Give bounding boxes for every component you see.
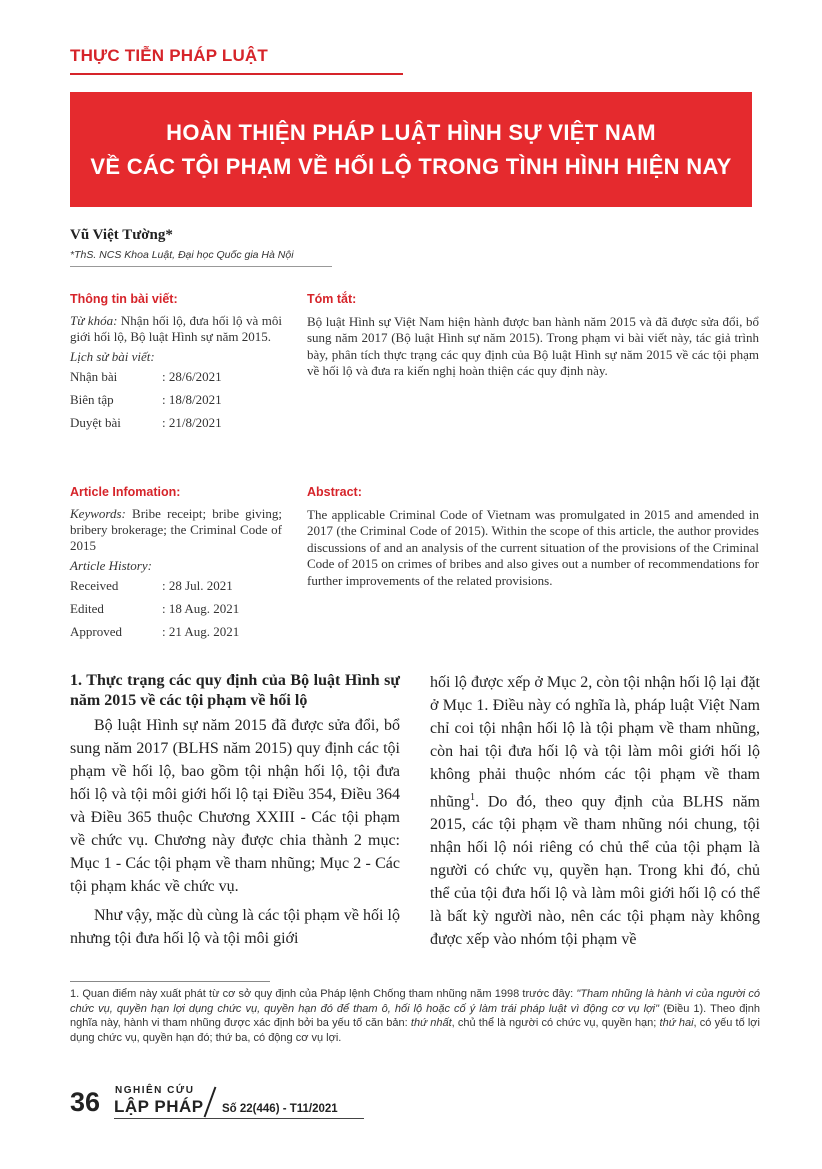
footnote [70,987,760,1045]
article-info-vi [70,291,282,434]
history-row-value: : 21/8/2021 [162,414,222,430]
footnote-text: , chủ thể là người có chức vụ, quyền hạn; [451,1017,660,1029]
history-row [70,574,282,597]
abstract-en-heading: Abstract: [307,485,362,499]
brand-slash [204,1087,217,1118]
footnote-rule [70,981,270,982]
keywords-vi-label: Từ khóa: [70,313,118,328]
body-text: hối lộ được xếp ở Mục 2, còn tội nhận hối lộ lại đặt ở Mục 1. Điều này có nghĩa là, pháp luật Việt Nam chỉ coi tội nhận hối lộ là tội phạm về tham nhũng, còn hai tội đưa hối lộ và tội làm môi giới hối lộ không phải thuộc nhóm các tội phạm về tham nhũng [430,674,760,811]
footnote-ref: 1 [470,792,475,803]
footnote-text: 1. Quan điểm này xuất phát từ cơ sở quy định của Pháp lệnh Chống tham nhũng năm 1998 trước đây: [70,988,577,1000]
history-row-label: Biên tập [70,391,114,407]
abstract-en [307,484,759,589]
article-info-en [70,484,282,643]
body-paragraph [430,671,760,951]
keywords-en [70,506,282,554]
history-row-label: Duyệt bài [70,414,121,430]
journal-brand-top: NGHIÊN CỨU [115,1085,195,1096]
article-title-line-2: VỀ CÁC TỘI PHẠM VỀ HỐI LỘ TRONG TÌNH HÌNH HIỆN NAY [90,153,732,179]
affiliation-rule [70,266,332,267]
footer-rule [114,1118,364,1119]
section-rule [70,73,403,75]
footnote-term: thứ hai [659,1017,694,1029]
history-row-label: Received [70,577,119,593]
history-row-value: : 28 Jul. 2021 [162,577,233,593]
journal-brand-bottom: LẬP PHÁP [114,1097,204,1116]
article-info-en-heading: Article Infomation: [70,485,181,499]
body-text: . Do đó, theo quy định của BLHS năm 2015, các tội phạm về tham nhũng nói chung, tội nhận hối lộ nói riêng có chủ thể của tội phạm là người có chức vụ, quyền hạn. Trong khi đó, chủ thể của tội đưa hối lộ và làm môi giới hối lộ có thể là bất kỳ người nào, nên các tội phạm này không được xếp vào nhóm tội phạm về [430,793,760,949]
body-column-2 [430,671,760,951]
history-row-label: Edited [70,600,104,616]
article-info-vi-heading: Thông tin bài viết: [70,292,178,306]
footnote-text: , có yếu tố lợi dụng chức vụ, quyền hạn đó; thứ ba, có động cơ vụ lợi. [70,1017,760,1044]
keywords-vi [70,313,282,345]
keywords-en-label: Keywords: [70,506,126,521]
history-row [70,365,282,388]
author-affiliation: *ThS. NCS Khoa Luật, Đại học Quốc gia Hà Nội [70,249,294,261]
body-paragraph: Như vậy, mặc dù cùng là các tội phạm về hối lộ nhưng tội đưa hối lộ và tội môi giới [70,907,400,947]
author-name: Vũ Việt Tường* [70,227,173,243]
page-number: 36 [70,1087,101,1117]
history-row-label: Approved [70,623,122,639]
history-row-label: Nhận bài [70,368,118,384]
article-title-line-1: HOÀN THIỆN PHÁP LUẬT HÌNH SỰ VIỆT NAM [166,119,656,145]
abstract-en-text: The applicable Criminal Code of Vietnam was promulgated in 2015 and amended in 2017 (the Criminal Code of 2015). Within the scope of this article, the author provides discussions of and an analysis of the current situation of the provisions of the Criminal Code of 2015 on crimes of bribes and also gives out a number of recommendations for further improvements of the related provisions. [307,506,759,588]
body-paragraph: Bộ luật Hình sự năm 2015 đã được sửa đổi, bổ sung năm 2017 (BLHS năm 2015) quy định các tội phạm về hối lộ, bao gồm tội nhận hối lộ, tội đưa hối lộ và tội môi giới hối lộ tại Điều 354, Điều 364 và Điều 365 thuộc Chương XXIII - Các tội phạm về chức vụ. Chương này được chia thành 2 mục: Mục 1 - Các tội phạm về tham nhũng; Mục 2 - Các tội phạm khác về chức vụ. [70,717,400,895]
history-row-value: : 18 Aug. 2021 [162,600,240,616]
history-row-value: : 28/6/2021 [162,368,222,384]
history-vi-label: Lịch sử bài viết: [70,349,155,364]
keywords-vi-text: Nhận hối lộ, đưa hối lộ và môi giới hối lộ, Bộ luật Hình sự năm 2015. [70,313,283,344]
footnote-term: thứ nhất [410,1017,452,1029]
abstract-vi-heading: Tóm tắt: [307,292,357,306]
body-column-1 [70,671,400,950]
history-row [70,620,282,643]
history-row-value: : 18/8/2021 [162,391,222,407]
history-row-value: : 21 Aug. 2021 [162,623,240,639]
history-row [70,388,282,411]
footnote-text: (Điều 1). Theo định nghĩa này, hành vi tham nhũng được xác định bởi ba yếu tố căn bản: [70,1002,760,1029]
history-row [70,597,282,620]
title-banner [70,92,752,207]
section-heading: 1. Thực trạng các quy định của Bộ luật Hình sự năm 2015 về các tội phạm về hối lộ [70,672,400,709]
abstract-vi [307,291,759,380]
history-row [70,411,282,434]
history-en-label: Article History: [70,558,152,573]
section-label: THỰC TIỄN PHÁP LUẬT [70,46,268,65]
issue-number: Số 22(446) - T11/2021 [222,1103,338,1115]
keywords-en-text: Bribe receipt; bribe giving; bribery brokerage; the Criminal Code of 2015 [70,506,282,553]
footnote-quote: "Tham nhũng là hành vi của người có chức vụ, quyền hạn lợi dụng chức vụ, quyền hạn đó để tham ô, hối lộ hoặc cố ý làm trái pháp luật vì động cơ vụ lợi" [70,988,760,1015]
abstract-vi-text: Bộ luật Hình sự Việt Nam hiện hành được ban hành năm 2015 và đã được sửa đổi, bổ sung năm 2017 (Bộ luật Hình sự năm 2015). Trong phạm vi bài viết này, tác giả trình bày, phân tích thực trạng các quy định của Bộ luật Hình sự năm 2015 về các tội phạm về hối lộ và đưa ra kiến nghị hoàn thiện các quy định này. [307,313,759,378]
